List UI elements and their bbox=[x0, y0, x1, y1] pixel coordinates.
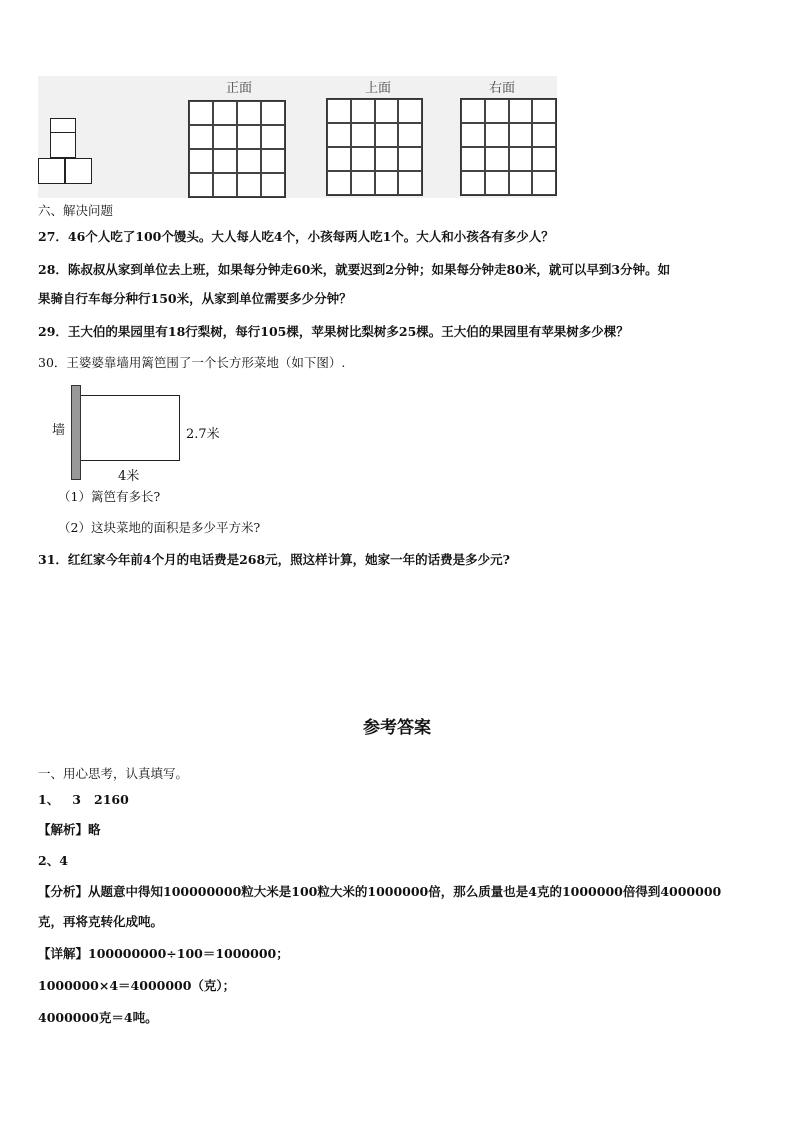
length-label: 4米 bbox=[118, 469, 140, 484]
answers-title: 参考答案 bbox=[363, 718, 431, 738]
answer-1: 1、 3 2160 bbox=[38, 792, 129, 807]
question-28-line2: 果骑自行车每分种行150米，从家到单位需要多少分钟？ bbox=[38, 291, 352, 306]
question-27: 27．46个人吃了100个馒头。大人每人吃4个，小孩每两人吃1个。大人和小孩各有多少人？ bbox=[38, 229, 554, 244]
question-30: 30．王婆婆靠墙用篱笆围了一个长方形菜地（如下图）. bbox=[38, 355, 346, 370]
right-view-grid bbox=[460, 98, 557, 196]
answer-2-analysis-line2: 克，再将克转化成吨。 bbox=[38, 914, 164, 929]
three-view-figure bbox=[38, 76, 557, 198]
question-29: 29．王大伯的果园里有18行梨树，每行105棵，苹果树比梨树多25棵。王大伯的果园里有苹果树多少棵？ bbox=[38, 324, 629, 339]
question-30-sub1: （1）篱笆有多长? bbox=[58, 489, 161, 504]
top-view-label: 上面 bbox=[365, 81, 392, 96]
garden-figure bbox=[50, 385, 240, 485]
answer-2: 2、4 bbox=[38, 853, 68, 868]
garden-rectangle bbox=[81, 395, 180, 461]
top-view-grid bbox=[326, 98, 423, 196]
wall-label: 墙 bbox=[52, 423, 66, 438]
question-31: 31．红红家今年前4个月的电话费是268元，照这样计算，她家一年的话费是多少元? bbox=[38, 552, 511, 567]
answers-section-heading: 一、用心思考，认真填写。 bbox=[38, 766, 189, 781]
answer-2-detail-1: 【详解】100000000÷100＝1000000； bbox=[38, 946, 289, 961]
answer-2-detail-3: 4000000克＝4吨。 bbox=[38, 1010, 158, 1025]
answer-2-analysis-line1: 【分析】从题意中得知100000000粒大米是100粒大米的1000000倍，那么质量也是4克的1000000倍得到4000000 bbox=[38, 884, 722, 899]
answer-2-detail-2: 1000000×4＝4000000（克）； bbox=[38, 978, 236, 993]
front-view-label: 正面 bbox=[226, 81, 253, 96]
question-30-sub2: （2）这块菜地的面积是多少平方米? bbox=[58, 520, 261, 535]
section-heading: 六、解决问题 bbox=[38, 203, 114, 218]
right-view-label: 右面 bbox=[489, 81, 516, 96]
wall-bar bbox=[71, 385, 81, 480]
question-28-line1: 28．陈叔叔从家到单位去上班，如果每分钟走60米，就要迟到2分钟；如果每分钟走80米，就可以早到3分钟。如 bbox=[38, 262, 671, 277]
front-view-grid bbox=[188, 100, 286, 198]
width-label: 2.7米 bbox=[186, 427, 220, 442]
answer-1-analysis: 【解析】略 bbox=[38, 822, 101, 837]
